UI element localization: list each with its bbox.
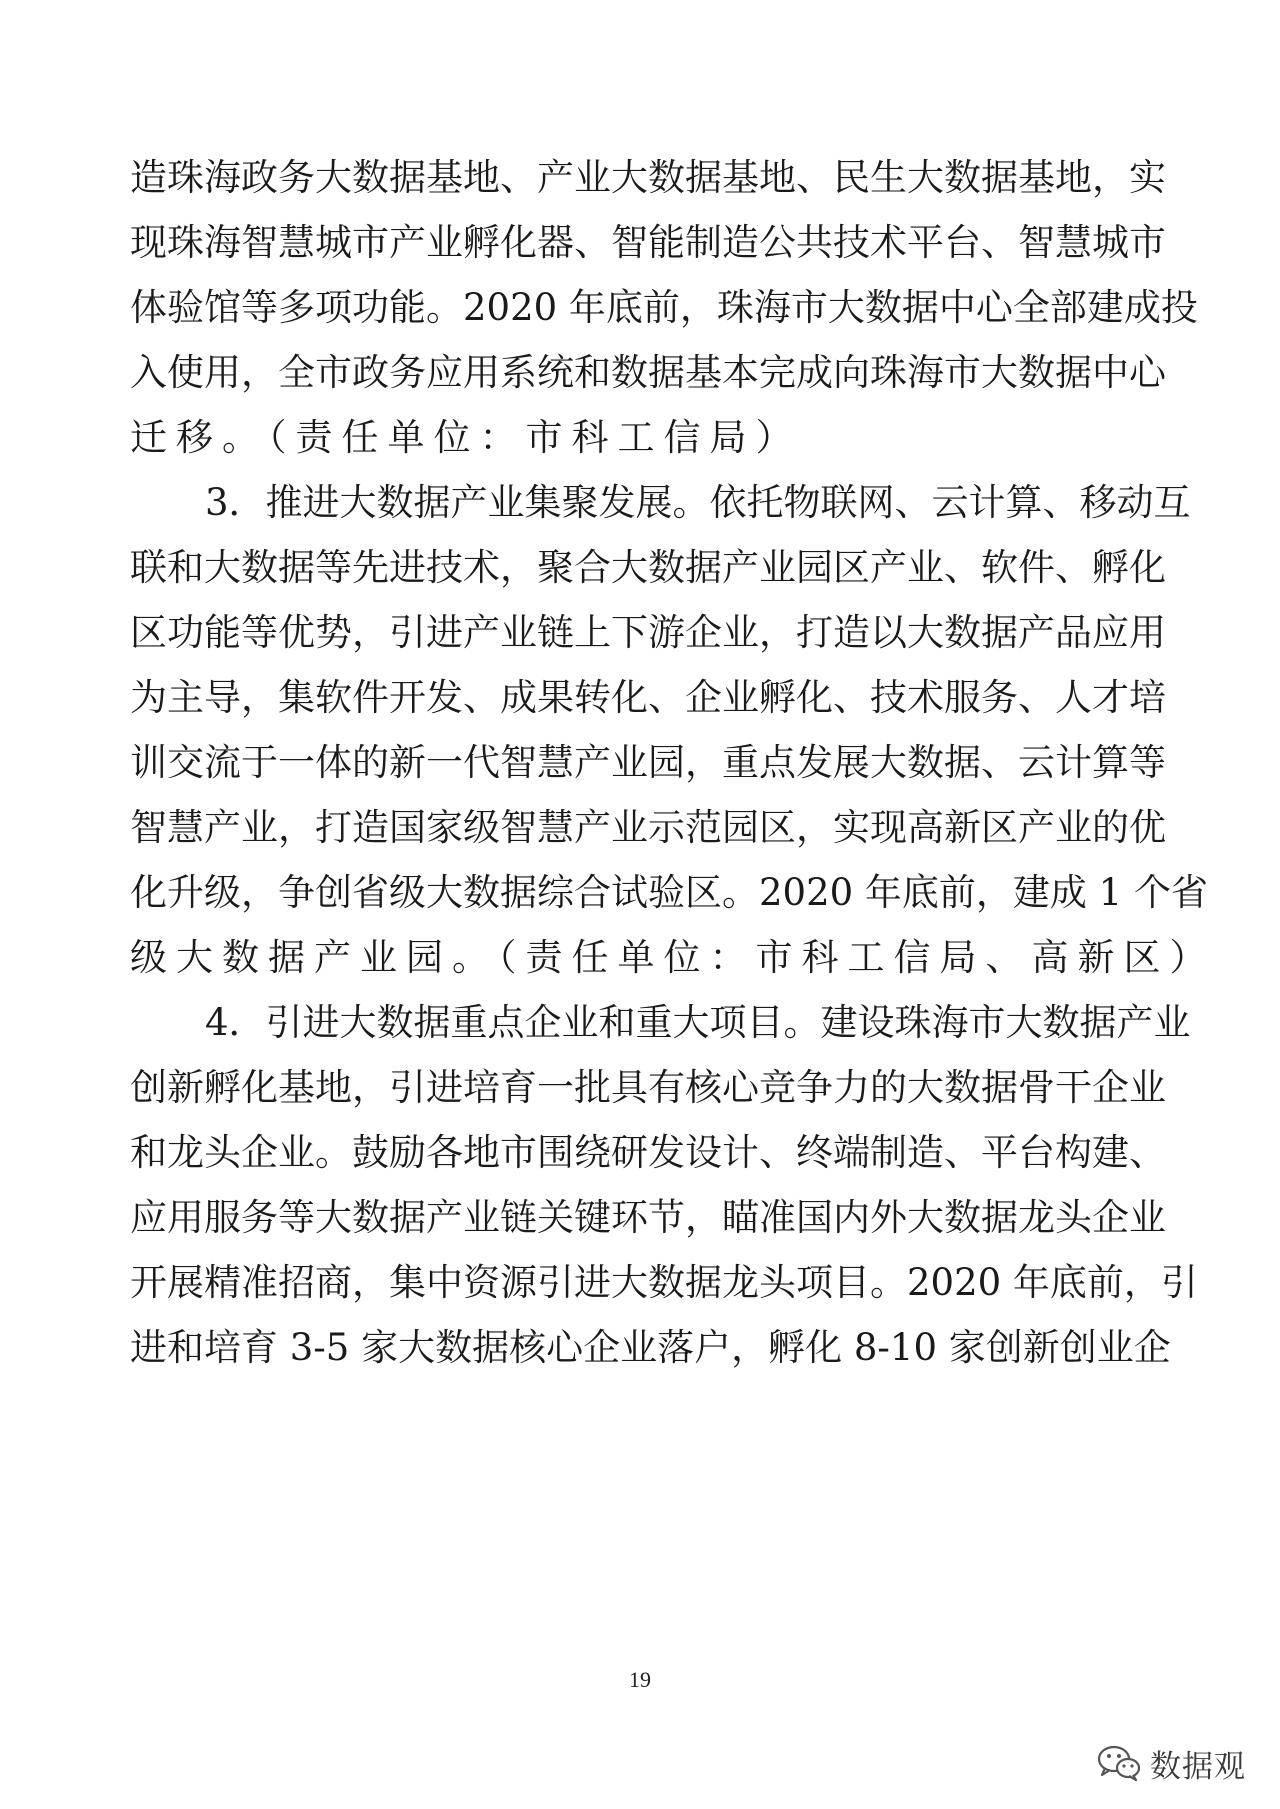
wechat-icon (1096, 1743, 1142, 1783)
text-line: 造珠海政务大数据基地、产业大数据基地、民生大数据基地，实 (130, 156, 1166, 199)
text-line: 开展精准招商，集中资源引进大数据龙头项目。2020 年底前，引 (130, 1261, 1198, 1304)
text-line: 训交流于一体的新一代智慧产业园，重点发展大数据、云计算等 (130, 741, 1166, 784)
text-line: 现珠海智慧城市产业孵化器、智能制造公共技术平台、智慧城市 (130, 221, 1166, 264)
text-line: 联和大数据等先进技术，聚合大数据产业园区产业、软件、孵化 (130, 546, 1166, 589)
watermark (1096, 1738, 1246, 1788)
text-line: 创新孵化基地，引进培育一批具有核心竞争力的大数据骨干企业 (130, 1066, 1166, 1109)
paragraph-start-line: 3．推进大数据产业集聚发展。依托物联网、云计算、移动互 (205, 481, 1191, 524)
page-number: 19 (629, 1667, 651, 1692)
text-line: 化升级，争创省级大数据综合试验区。2020 年底前，建成 1 个省 (130, 871, 1208, 914)
text-line: 为主导，集软件开发、成果转化、企业孵化、技术服务、人才培 (130, 676, 1166, 719)
text-line: 应用服务等大数据产业链关键环节，瞄准国内外大数据龙头企业 (130, 1196, 1166, 1239)
text-line: 区功能等优势，引进产业链上下游企业，打造以大数据产品应用 (130, 611, 1166, 654)
paragraph-start-line: 4．引进大数据重点企业和重大项目。建设珠海市大数据产业 (205, 1001, 1191, 1044)
text-line: 进和培育 3-5 家大数据核心企业落户，孵化 8-10 家创新创业企 (130, 1326, 1171, 1369)
text-line: 智慧产业，打造国家级智慧产业示范园区，实现高新区产业的优 (130, 806, 1166, 849)
watermark-text: 数据观 (1150, 1748, 1246, 1785)
text-line: 入使用，全市政务应用系统和数据基本完成向珠海市大数据中心 (130, 351, 1166, 394)
text-line: 迁移。（责任单位：市科工信局） (130, 416, 802, 459)
text-line: 体验馆等多项功能。2020 年底前，珠海市大数据中心全部建成投 (130, 286, 1198, 329)
text-line: 和龙头企业。鼓励各地市围绕研发设计、终端制造、平台构建、 (130, 1131, 1166, 1174)
text-line: 级大数据产业园。（责任单位：市科工信局、高新区） (130, 936, 1216, 979)
